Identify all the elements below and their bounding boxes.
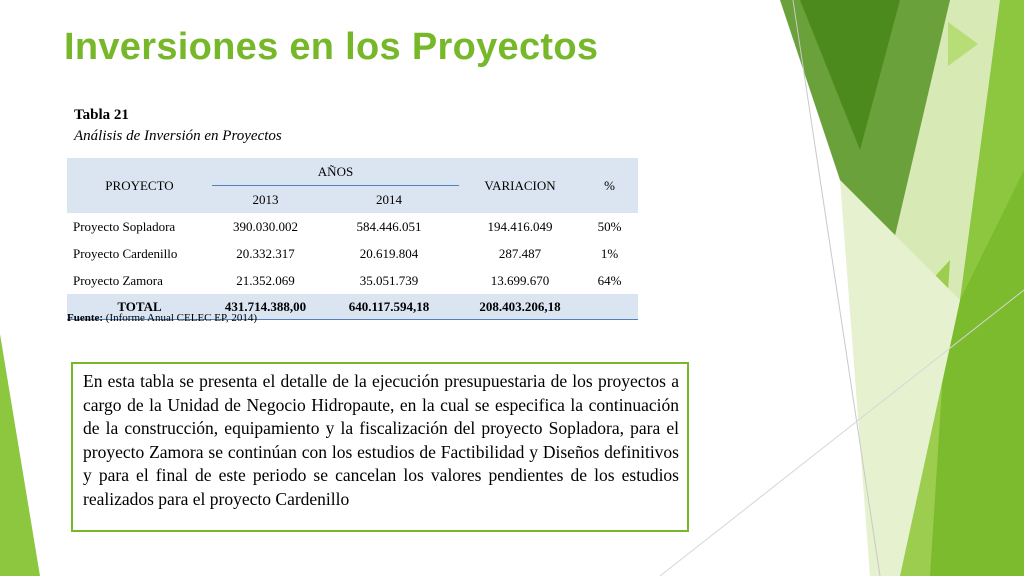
table-row — [67, 240, 638, 267]
cell-2014: 35.051.739 — [359, 272, 419, 288]
table-header-row — [67, 158, 638, 186]
table-row — [67, 213, 638, 240]
total-variacion: 208.403.206,18 — [459, 294, 581, 320]
cell-proyecto: Proyecto Cardenillo — [73, 245, 178, 261]
table-source — [67, 312, 257, 324]
cell-proyecto: Proyecto Sopladora — [73, 218, 176, 234]
cell-percent: 50% — [597, 218, 622, 234]
investment-table — [67, 158, 638, 320]
cell-2013: 390.030.002 — [233, 218, 298, 234]
table-caption-description: Análisis de Inversión en Proyectos — [74, 128, 282, 144]
header-percent: % — [581, 158, 638, 213]
total-2014: 640.117.594,18 — [319, 294, 459, 320]
header-year-2014: 2014 — [319, 186, 459, 214]
cell-variacion: 287.487 — [498, 245, 542, 261]
description-textbox: En esta tabla se presenta el detalle de la ejecución presupuestaria de los proyectos a cargo de la Unidad de Negocio Hidropaute, en la cual se especifica la continuación de la construcción, equipamiento y la fiscalización del proyecto Sopladora, para el proyecto Zamora se continúan con los estudios de Factibilidad y Diseños definitivos y para el final de este periodo se cancelan los valores pendientes de los estudios realizados para el proyecto Cardenillo — [71, 362, 689, 532]
cell-2013: 21.352.069 — [236, 272, 295, 288]
cell-percent: 64% — [597, 272, 622, 288]
slide-title: Inversiones en los Proyectos — [64, 26, 599, 68]
total-percent — [581, 294, 638, 320]
table-row — [67, 267, 638, 294]
cell-proyecto: Proyecto Zamora — [73, 272, 163, 288]
source-label: Fuente: — [67, 312, 104, 324]
cell-percent: 1% — [600, 245, 619, 261]
cell-variacion: 194.416.049 — [487, 218, 553, 234]
cell-2014: 584.446.051 — [356, 218, 422, 234]
table-caption-number: Tabla 21 — [74, 107, 129, 123]
total-label: TOTAL — [67, 294, 212, 320]
header-year-2013: 2013 — [212, 186, 319, 214]
source-text: (Informe Anual CELEC EP, 2014) — [105, 312, 258, 324]
header-anos: AÑOS — [212, 158, 459, 186]
cell-2013: 20.332.317 — [236, 245, 295, 261]
header-variacion: VARIACION — [459, 158, 581, 213]
header-proyecto: PROYECTO — [67, 158, 212, 213]
total-2013: 431.714.388,00 — [212, 294, 319, 320]
left-edge-shape — [0, 334, 40, 576]
cell-variacion: 13.699.670 — [490, 272, 550, 288]
cell-2014: 20.619.804 — [359, 245, 419, 261]
